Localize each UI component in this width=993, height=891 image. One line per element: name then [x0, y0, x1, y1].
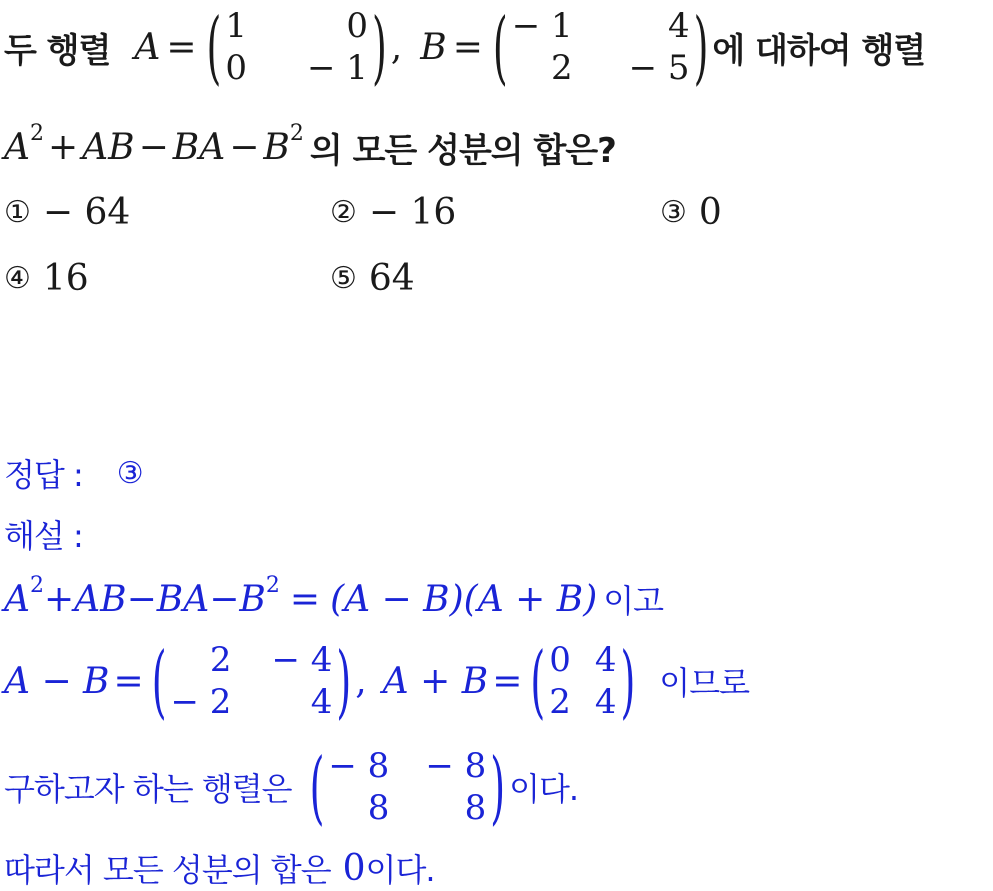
minus-sign: − — [126, 578, 157, 620]
left-paren: ( — [309, 740, 325, 834]
matrix-cell: − 5 — [628, 48, 690, 88]
matrix-A — [206, 0, 387, 94]
choice-marker: ④ — [4, 261, 31, 296]
result-tail: 이다. — [509, 770, 579, 808]
matrix-cell: 0 — [225, 48, 248, 88]
matrix-cell: − 8 — [425, 746, 487, 786]
choice-value: 16 — [42, 258, 89, 299]
A-minus-B-label: A − B — [4, 660, 110, 702]
matrix-cell: − 1 — [307, 48, 368, 88]
exponent: 2 — [30, 120, 44, 146]
identity-tail: 이고 — [603, 582, 664, 620]
conclusion-line — [4, 846, 435, 890]
right-paren: ) — [336, 634, 352, 728]
matrix-cell: 1 — [225, 6, 248, 46]
result-intro-text: 구하고자 하는 행렬은 — [4, 770, 292, 808]
choice-value: − 16 — [368, 192, 457, 233]
right-paren: ) — [620, 634, 636, 728]
matrix-A-plus-B — [530, 634, 636, 728]
right-paren: ) — [490, 740, 506, 834]
matrix-cell: 4 — [310, 682, 333, 722]
right-paren: ) — [371, 0, 387, 94]
choice-5[interactable] — [330, 258, 415, 299]
left-paren: ( — [530, 634, 546, 728]
conclusion-value: 0 — [342, 847, 366, 889]
comma: , — [390, 26, 403, 68]
plus-sign: + — [48, 126, 79, 168]
identity-line — [4, 574, 663, 624]
matrix-cell: − 1 — [511, 6, 573, 46]
expr-B: B — [239, 578, 266, 620]
equals-sign: = — [113, 660, 144, 702]
matrix-cell: 2 — [551, 48, 573, 88]
conclusion-text: 따라서 모든 성분의 합은 — [4, 851, 331, 889]
exponent: 2 — [30, 572, 44, 598]
choice-2[interactable] — [330, 192, 456, 233]
problem-line-1 — [4, 0, 926, 94]
expr-BA: BA — [156, 578, 210, 620]
problem-intro-text: 두 행렬 — [4, 30, 111, 71]
choice-3[interactable] — [660, 192, 722, 233]
matrix-A-label: A — [134, 26, 161, 68]
choice-marker: ② — [330, 195, 357, 230]
expr-A: A — [4, 126, 30, 168]
answer-value: ③ — [116, 455, 144, 491]
expr-AB: AB — [74, 578, 127, 620]
matrix-cell: 2 — [209, 640, 232, 680]
choice-marker: ⑤ — [330, 261, 357, 296]
equals-sign: = — [166, 26, 197, 68]
line3-tail: 이므로 — [659, 664, 750, 702]
choice-value: 64 — [368, 258, 415, 299]
answer-line — [4, 450, 156, 496]
matrix-cell: 8 — [464, 788, 487, 828]
matrix-cell: 8 — [367, 788, 390, 828]
right-paren: ) — [693, 0, 709, 94]
choice-value: − 64 — [42, 192, 131, 233]
matrix-cell: − 8 — [328, 746, 390, 786]
left-paren: ( — [492, 0, 508, 94]
problem-line-2 — [4, 122, 616, 172]
matrix-cell: − 2 — [170, 682, 232, 722]
explanation-label: 해설 : — [4, 517, 83, 555]
matrix-cell: 4 — [594, 682, 617, 722]
left-paren: ( — [151, 634, 167, 728]
expr-A: A — [4, 578, 30, 620]
left-paren: ( — [206, 0, 222, 94]
expr-AB: AB — [82, 126, 135, 168]
answer-label: 정답 : — [4, 456, 83, 494]
equals-sign: = — [452, 26, 483, 68]
problem-question-text: 의 모든 성분의 합은? — [309, 130, 616, 171]
result-matrix-line — [4, 740, 579, 834]
difference-sum-line — [4, 636, 749, 726]
problem-line1-tail: 에 대하여 행렬 — [712, 30, 926, 71]
exponent: 2 — [289, 120, 304, 146]
choice-1[interactable] — [4, 192, 130, 233]
matrix-cell: 0 — [346, 6, 368, 46]
matrix-B-label: B — [420, 26, 447, 68]
equals-sign: = — [289, 578, 321, 620]
expr-B: B — [263, 126, 290, 168]
conclusion-tail: 이다. — [365, 851, 435, 889]
explanation-label-line — [4, 512, 83, 556]
matrix-cell: 2 — [549, 682, 571, 722]
matrix-cell: 4 — [594, 640, 617, 680]
choice-marker: ③ — [660, 195, 687, 230]
equals-sign: = — [492, 660, 523, 702]
matrix-cell: 4 — [667, 6, 690, 46]
minus-sign: − — [209, 578, 240, 620]
result-matrix — [309, 740, 506, 834]
expr-BA: BA — [172, 126, 226, 168]
matrix-B — [492, 0, 709, 94]
identity-rhs: (A − B)(A + B) — [330, 578, 598, 620]
comma: , — [355, 660, 367, 702]
exponent: 2 — [265, 572, 280, 598]
plus-sign: + — [44, 578, 75, 620]
matrix-cell: − 4 — [271, 640, 333, 680]
choice-4[interactable] — [4, 258, 89, 299]
choice-value: 0 — [698, 192, 722, 233]
minus-sign: − — [138, 126, 169, 168]
A-plus-B-label: A + B — [382, 660, 489, 702]
matrix-cell: 0 — [549, 640, 571, 680]
choice-marker: ① — [4, 195, 31, 230]
minus-sign: − — [229, 126, 260, 168]
